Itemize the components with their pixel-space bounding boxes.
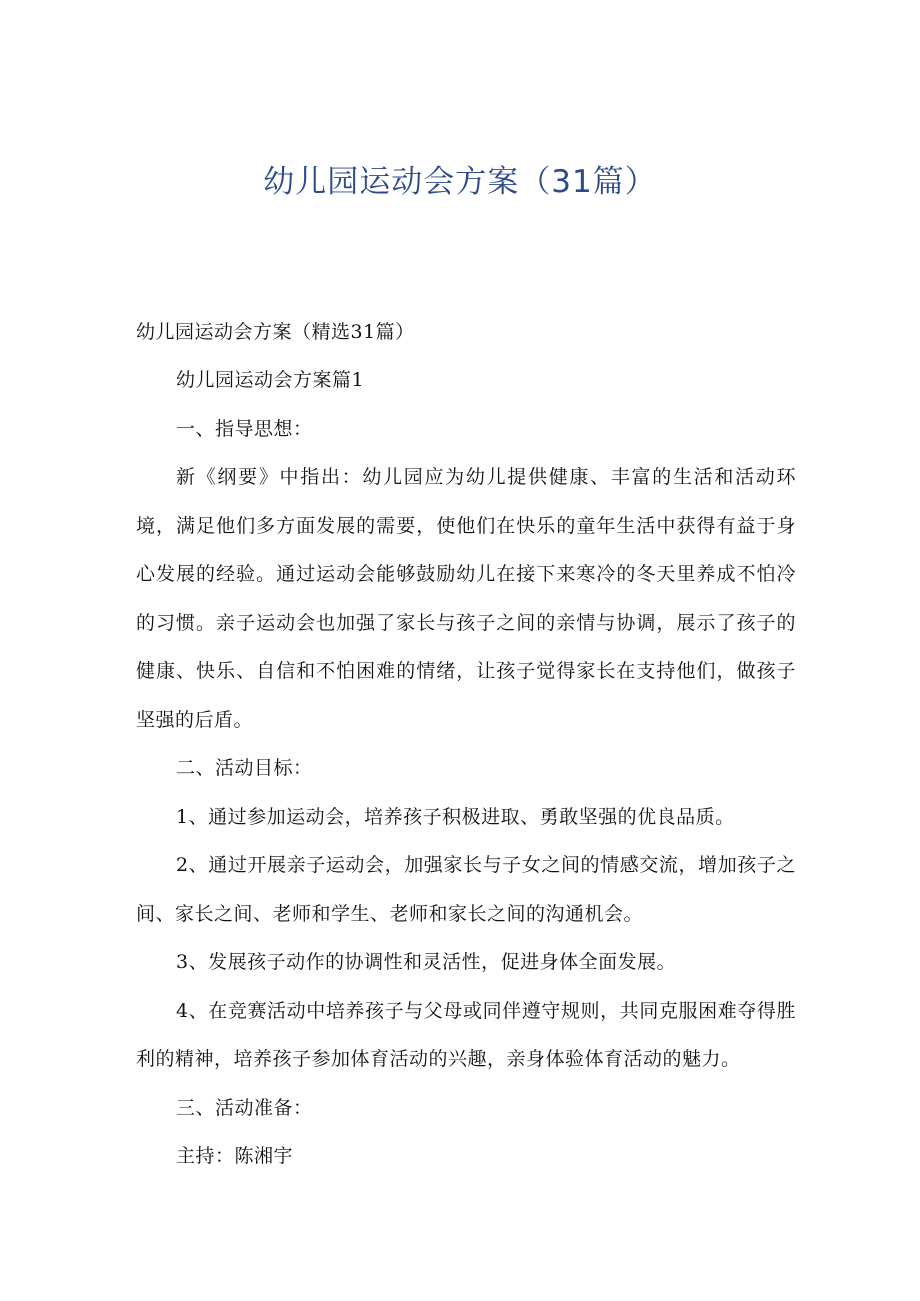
goal-item-2: 2、通过开展亲子运动会，加强家长与子女之间的情感交流，增加孩子之间、家长之间、老师和学生、老师和家长之间的沟通机会。 <box>136 854 796 925</box>
document-subtitle <box>136 308 796 357</box>
section-2-heading: 二、活动目标： <box>176 757 313 779</box>
goal-item-3: 3、发展孩子动作的协调性和灵活性，促进身体全面发展。 <box>176 951 677 973</box>
document-title: 幼儿园运动会方案（31篇） <box>263 164 657 200</box>
goal-item-1: 1、通过参加运动会，培养孩子积极进取、勇敢坚强的优良品质。 <box>176 805 735 828</box>
section-3-heading: 三、活动准备： <box>176 1096 313 1119</box>
section-1-heading: 一、指导思想： <box>176 417 313 440</box>
subtitle-text: 幼儿园运动会方案（精选31篇） <box>136 321 415 343</box>
article-heading: 幼儿园运动会方案篇1 <box>176 369 365 391</box>
goal-item-4: 4、在竞赛活动中培养孩子与父母或同伴遵守规则，共同克服困难夺得胜利的精神，培养孩子参加体育活动的兴趣，亲身体验体育活动的魅力。 <box>136 999 796 1070</box>
host-line: 主持：陈湘宇 <box>176 1145 294 1167</box>
section-1-paragraph: 新《纲要》中指出：幼儿园应为幼儿提供健康、丰富的生活和活动环境，满足他们多方面发展的需要，使他们在快乐的童年生活中获得有益于身心发展的经验。通过运动会能够鼓励幼儿在接下来寒冷的冬天里养成不怕冷的习惯。亲子运动会也加强了家长与孩子之间的亲情与协调，展示了孩子的健康、快乐、自信和不怕困难的情绪，让孩子觉得家长在支持他们，做孩子坚强的后盾。 <box>136 466 796 731</box>
document-body <box>136 356 796 1181</box>
